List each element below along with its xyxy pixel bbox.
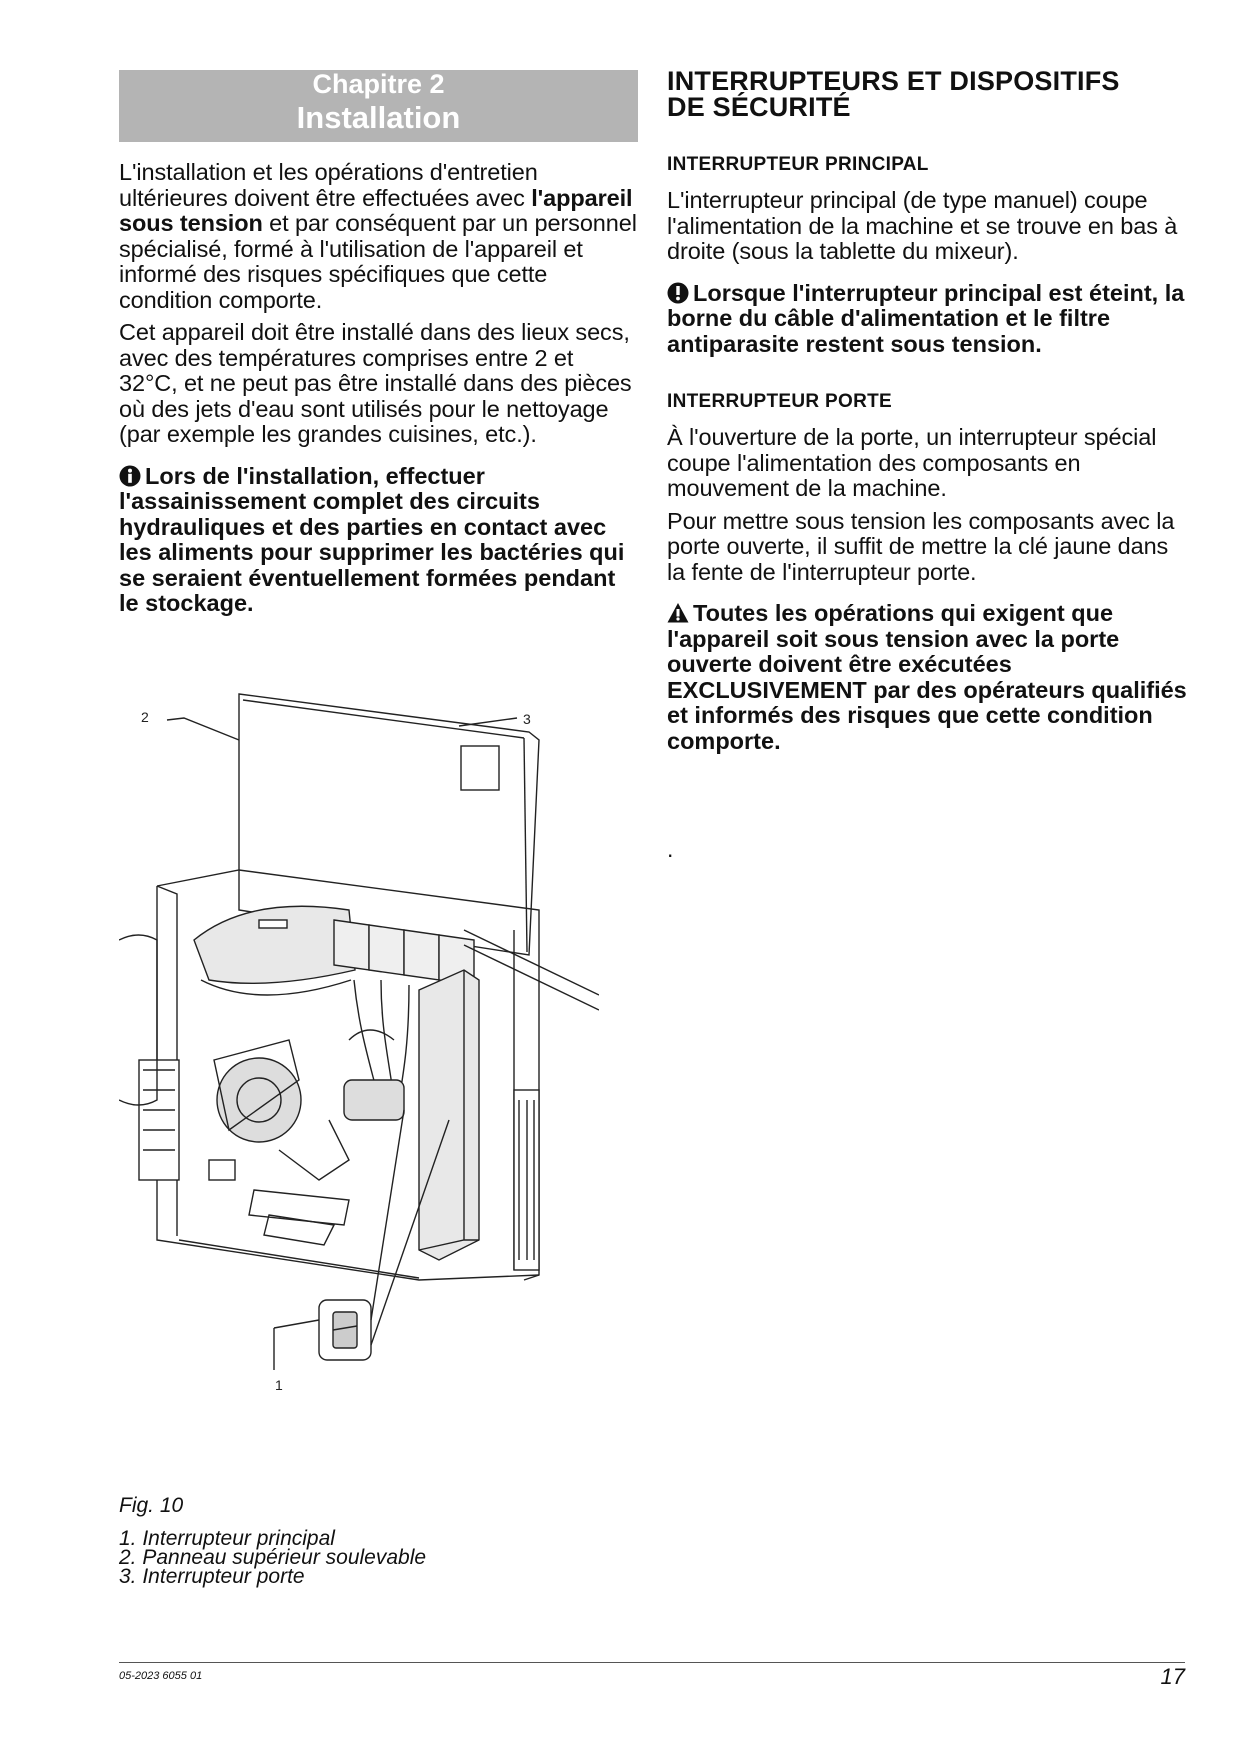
sanitize-warning bbox=[119, 464, 638, 617]
document-code: 05-2023 6055 01 bbox=[119, 1670, 203, 1682]
exclamation-circle-icon bbox=[667, 282, 689, 304]
section-title-line2: DE SÉCURITÉ bbox=[667, 92, 851, 122]
warning-text: Toutes les opérations qui exigent que l'appareil soit sous tension avec la porte ouverte doivent être exécutées EXCLUSIVEMENT par des opérateurs qualifiés et informés des risques que cette condition comporte. bbox=[667, 600, 1187, 754]
chapter-title: Installation bbox=[296, 100, 461, 135]
text-span: et par conséquent par un personnel spécialisé, formé à l'utilisation de l'appareil et informé des risques spécifiques que cette condition comporte. bbox=[119, 210, 637, 313]
callout-2: 2 bbox=[141, 709, 149, 725]
machine-illustration bbox=[119, 680, 599, 1500]
machine-drawing bbox=[119, 680, 599, 1500]
section-title-line1: INTERRUPTEURS ET DISPOSITIFS bbox=[667, 66, 1120, 96]
text-span: L'installation et les opérations d'entretien ultérieures doivent être effectuées avec bbox=[119, 159, 538, 211]
door-switch-paragraph-1: À l'ouverture de la porte, un interrupteur spécial coupe l'alimentation des composants en mouvement de la machine. bbox=[667, 424, 1157, 501]
door-switch-warning bbox=[667, 601, 1187, 754]
stray-dot: . bbox=[667, 836, 674, 862]
main-switch-paragraph: L'interrupteur principal (de type manuel) coupe l'alimentation de la machine et se trouve en bas à droite (sous la tablette du mixeur). bbox=[667, 187, 1178, 264]
info-circle-icon bbox=[119, 465, 141, 487]
footer-divider bbox=[119, 1662, 1185, 1663]
legend-item-3: 3. Interrupteur porte bbox=[119, 1565, 305, 1588]
callout-3: 3 bbox=[523, 711, 531, 727]
environment-paragraph: Cet appareil doit être installé dans des lieux secs, avec des températures comprises entre 2 et 32°C, et ne peut pas être installé dans des pièces où des jets d'eau sont utilisés pour le nettoyage (par exemple les grandes cuisines, etc.). bbox=[119, 319, 632, 447]
section-title bbox=[667, 68, 1187, 120]
bold-text: l'appareil sous tension bbox=[119, 184, 633, 236]
figure-caption bbox=[119, 1496, 426, 1586]
warning-text: Lorsque l'interrupteur principal est éteint, la borne du câble d'alimentation et le filtre antiparasite restent sous tension. bbox=[667, 279, 1185, 357]
right-column bbox=[667, 68, 1187, 754]
warning-text: Lors de l'installation, effectuer l'assainissement complet des circuits hydrauliques et des parties en contact avec les aliments pour supprimer les bactéries qui se seraient éventuellement formées pendant le stockage. bbox=[119, 462, 625, 616]
chapter-number: Chapitre 2 bbox=[312, 69, 445, 99]
main-switch-warning bbox=[667, 281, 1187, 358]
installation-paragraph bbox=[119, 160, 638, 313]
warning-triangle-icon bbox=[667, 602, 689, 624]
door-switch-heading: INTERRUPTEUR PORTE bbox=[667, 391, 892, 412]
figure-label: Fig. 10 bbox=[119, 1494, 184, 1517]
left-column bbox=[119, 70, 638, 617]
callout-1: 1 bbox=[275, 1377, 283, 1393]
main-switch-heading: INTERRUPTEUR PRINCIPAL bbox=[667, 154, 929, 175]
chapter-header bbox=[119, 70, 638, 142]
door-switch-paragraph-2: Pour mettre sous tension les composants avec la porte ouverte, il suffit de mettre la clé jaune dans la fente de l'interrupteur porte. bbox=[667, 507, 1175, 585]
legend-item-2: 2. Panneau supérieur soulevable bbox=[119, 1546, 427, 1569]
legend-item-1: 1. Interrupteur principal bbox=[119, 1527, 335, 1550]
page-number: 17 bbox=[1160, 1664, 1185, 1689]
